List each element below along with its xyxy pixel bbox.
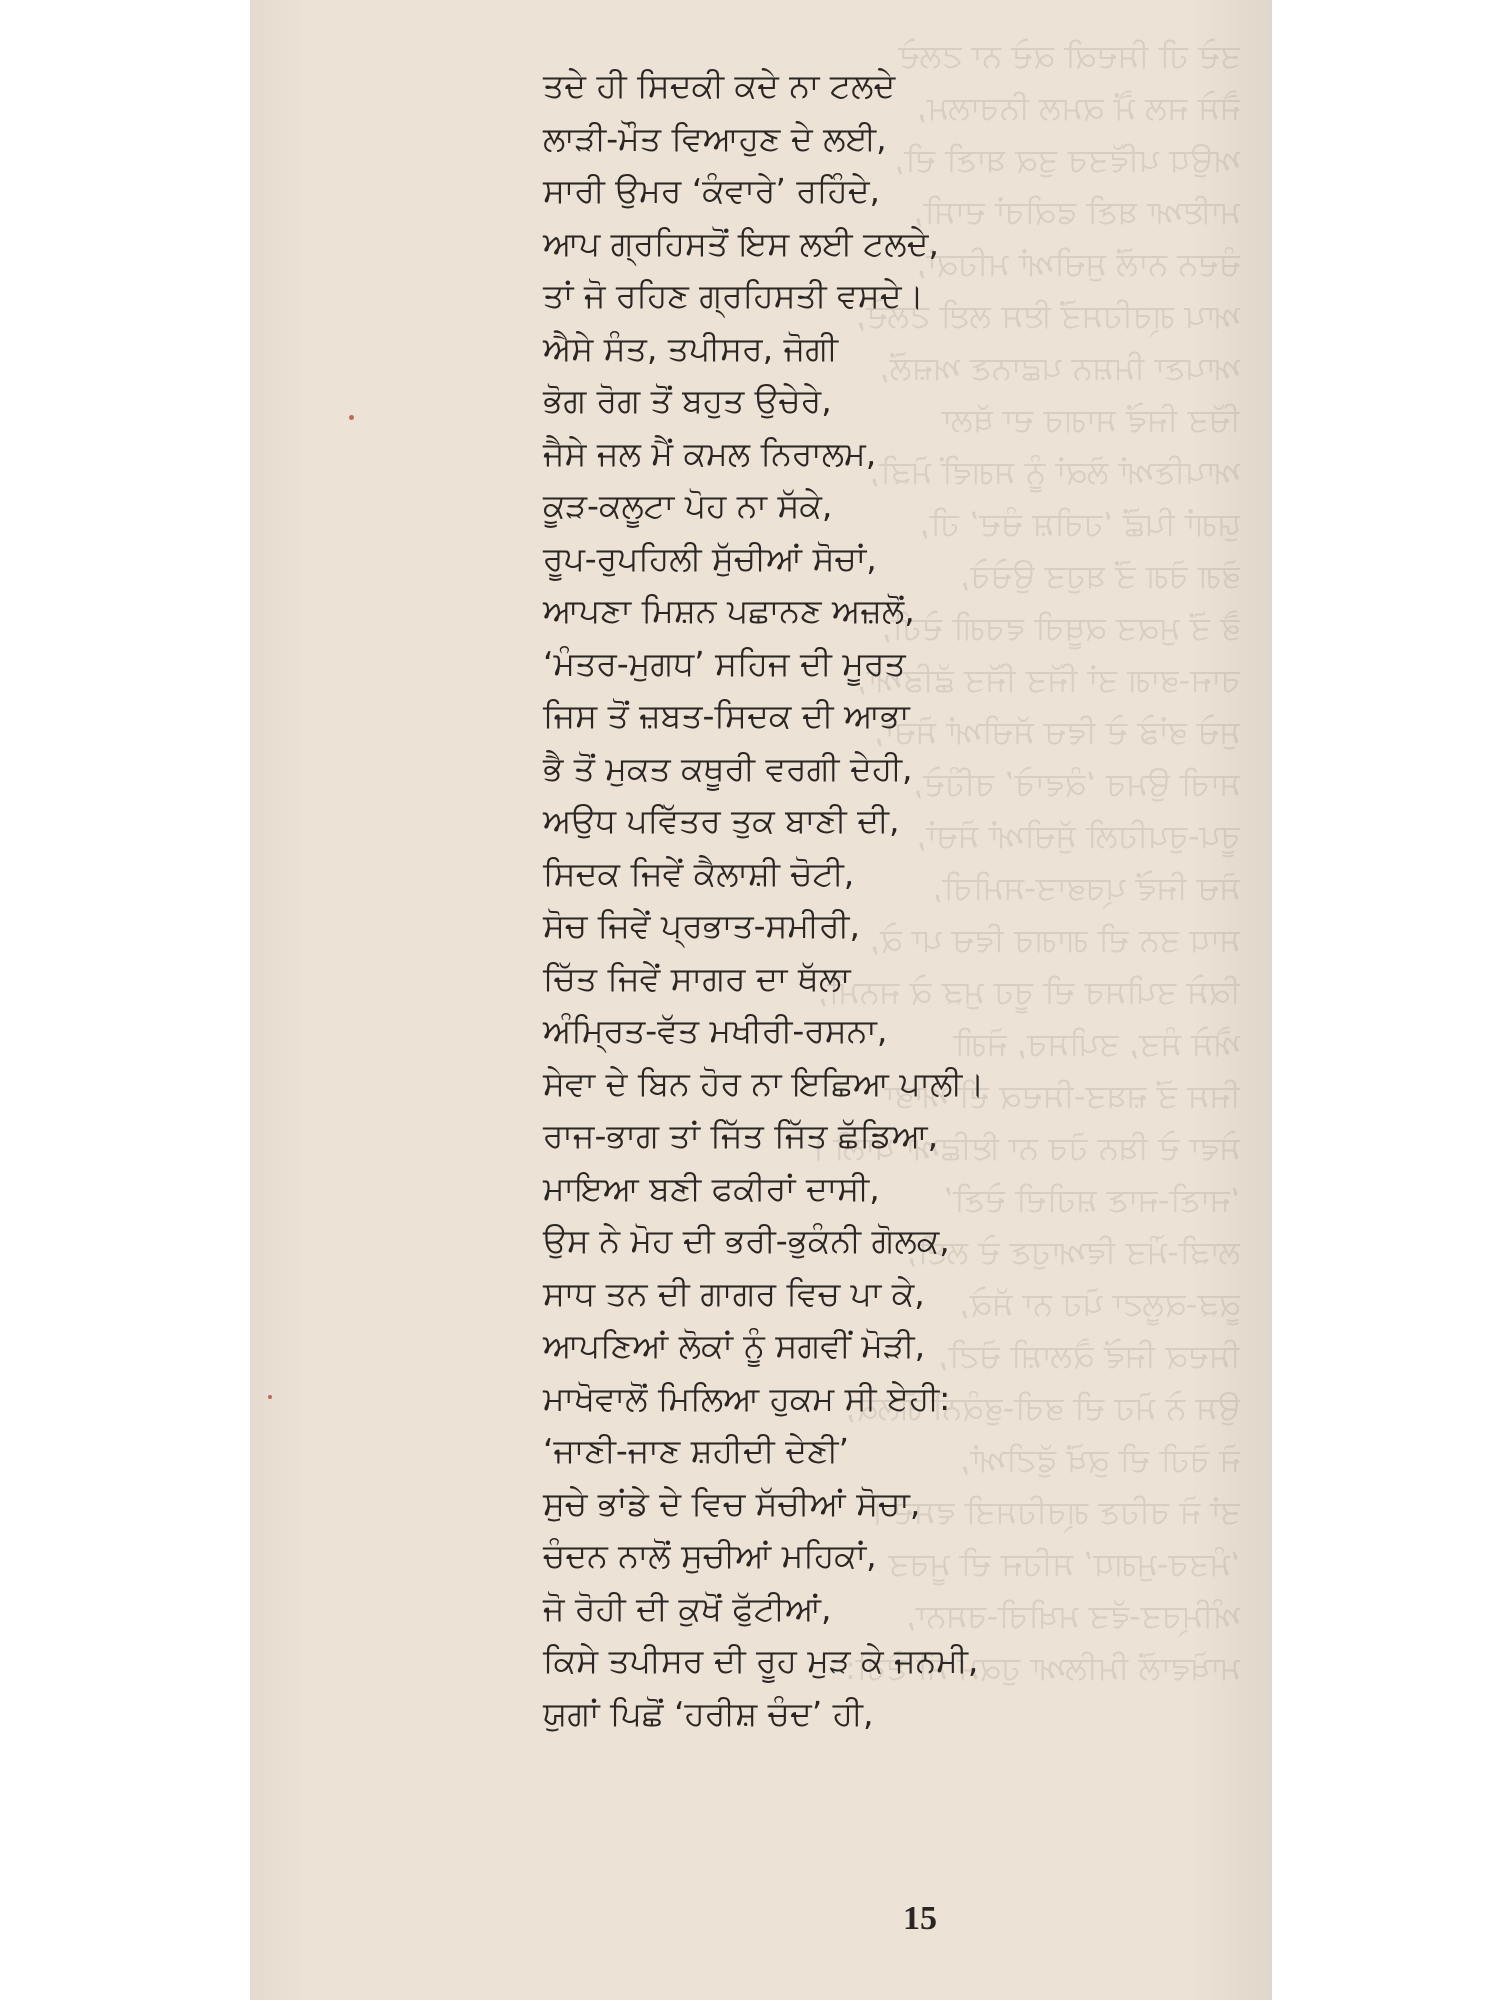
poem-line: ਆਪਣਿਆਂ ਲੋਕਾਂ ਨੂੰ ਸਗਵੀਂ ਮੋੜੀ,: [543, 1326, 926, 1365]
poem-line: ‘ਜਾਣੀ-ਜਾਣ ਸ਼ਹੀਦੀ ਦੇਣੀ’: [543, 1431, 849, 1470]
poem-line: ਜਿਸ ਤੋਂ ਜ਼ਬਤ-ਸਿਦਕ ਦੀ ਆਭਾ: [543, 696, 910, 735]
poem-line: ਭੈ ਤੋਂ ਮੁਕਤ ਕਥੂਰੀ ਵਰਗੀ ਦੇਹੀ,: [543, 748, 913, 788]
poem-line: ਕੂੜ-ਕਲੂਟਾ ਪੋਹ ਨਾ ਸੱਕੇ,: [543, 486, 833, 525]
poem-body: [543, 60, 1263, 1740]
poem-line: ਸੇਵਾ ਦੇ ਬਿਨ ਹੋਰ ਨਾ ਇਛਿਆ ਪਾਲੀ।: [543, 1063, 985, 1103]
poem-line: ਸਾਧ ਤਨ ਦੀ ਗਾਗਰ ਵਿਚ ਪਾ ਕੇ,: [543, 1273, 925, 1313]
poem-line: ਅਉਧ ਪਵਿੱਤਰ ਤੁਕ ਬਾਣੀ ਦੀ,: [543, 801, 900, 840]
poem-line: ਰੂਪ-ਰੁਪਹਿਲੀ ਸੁੱਚੀਆਂ ਸੋਚਾਂ,: [543, 538, 877, 578]
poem-line: ਜੋ ਰੋਹੀ ਦੀ ਕੁਖੋਂ ਫੁੱਟੀਆਂ,: [543, 1588, 832, 1628]
poem-line: ਸੁਚੇ ਭਾਂਡੇ ਦੇ ਵਿਚ ਸੱਚੀਆਂ ਸੋਚਾ,: [543, 1483, 921, 1523]
poem-line: ਆਪਣਾ ਮਿਸ਼ਨ ਪਛਾਨਣ ਅਜ਼ਲੋਂ,: [543, 591, 915, 630]
poem-line: ਭੋਗ ਰੋਗ ਤੋਂ ਬਹੁਤ ਉਚੇਰੇ,: [543, 381, 832, 420]
poem-line: ਚਿੱਤ ਜਿਵੇਂ ਸਾਗਰ ਦਾ ਥੱਲਾ: [543, 958, 851, 998]
poem-line: ਮਾਖੋਵਾਲੋਂ ਮਿਲਿਆ ਹੁਕਮ ਸੀ ਏਹੀ:: [543, 1378, 951, 1418]
book-page: [250, 0, 1272, 2000]
poem-line: ਤਦੇ ਹੀ ਸਿਦਕੀ ਕਦੇ ਨਾ ਟਲਦੇ: [543, 66, 896, 105]
page-number: 15: [903, 1900, 937, 1937]
poem-line: ਕਿਸੇ ਤਪੀਸਰ ਦੀ ਰੂਹ ਮੁੜ ਕੇ ਜਨਮੀ,: [543, 1641, 979, 1680]
poem-line: ਆਪ ਗ੍ਰਹਿਸਤੋਂ ਇਸ ਲਈ ਟਲਦੇ,: [543, 223, 939, 263]
poem-line: ਲਾੜੀ-ਮੌਤ ਵਿਆਹੁਣ ਦੇ ਲਈ,: [543, 118, 887, 158]
poem-line: ਐਸੇ ਸੰਤ, ਤਪੀਸਰ, ਜੋਗੀ: [543, 328, 839, 368]
poem-line: ਜੈਸੇ ਜਲ ਮੈਂ ਕਮਲ ਨਿਰਾਲਮ,: [543, 433, 877, 473]
poem-line: ਤਾਂ ਜੋ ਰਹਿਣ ਗ੍ਰਹਿਸਤੀ ਵਸਦੇ।: [543, 276, 924, 315]
poem-line: ਮਾਇਆ ਬਣੀ ਫਕੀਰਾਂ ਦਾਸੀ,: [543, 1168, 880, 1208]
poem-line: ਸੋਚ ਜਿਵੇਂ ਪ੍ਰਭਾਤ-ਸਮੀਰੀ,: [543, 906, 860, 945]
poem-line: ਸਾਰੀ ਉਮਰ ‘ਕੰਵਾਰੇ’ ਰਹਿੰਦੇ,: [543, 171, 881, 210]
show-through-text: ਤਦੇ ਹੀ ਸਿਦਕੀ ਕਦੇ ਨਾ ਟਲਦੇ ਜੈਸੇ ਜਲ ਮੈਂ ਕਮਲ ਨਿਰਾਲਮ, ਅਉਧ ਪਵਿੱਤਰ ਤੁਕ ਬਾਣੀ ਦੀ, ਮਾਇਆ ਬਣੀ ਫਕੀਰਾਂ ਦਾਸੀ, ਚੰਦਨ ਨਾਲੋਂ ਸੁਚੀਆਂ ਮਹਿਕਾਂ, ਆਪ ਗ੍ਰਹਿਸਤੋਂ ਇਸ ਲਈ ਟਲਦੇ, ਆਪਣਾ ਮਿਸ਼ਨ ਪਛਾਨਣ ਅਜ਼ਲੋਂ, ਚਿੱਤ ਜਿਵੇਂ ਸਾਗਰ ਦਾ ਥੱਲਾ ਆਪਣਿਆਂ ਲੋਕਾਂ ਨੂੰ ਸਗਵੀਂ ਮੋੜੀ, ਯੁਗਾਂ ਪਿਛੋਂ ‘ਹਰੀਸ਼ ਚੰਦ’ ਹੀ, ਭੋਗ ਰੋਗ ਤੋਂ ਬਹੁਤ ਉਚੇਰੇ, ਭੈ ਤੋਂ ਮੁਕਤ ਕਥੂਰੀ ਵਰਗੀ ਦੇਹੀ, ਰਾਜ-ਭਾਗ ਤਾਂ ਜਿੱਤ ਜਿੱਤ ਛੱਡਿਆ, ਸੁਚੇ ਭਾਂਡੇ ਦੇ ਵਿਚ ਸੱਚੀਆਂ ਸੋਚਾ, ਸਾਰੀ ਉਮਰ ‘ਕੰਵਾਰੇ’ ਰਹਿੰਦੇ, ਰੂਪ-ਰੁਪਹਿਲੀ ਸੁੱਚੀਆਂ ਸੋਚਾਂ, ਸੋਚ ਜਿਵੇਂ ਪ੍ਰਭਾਤ-ਸਮੀਰੀ, ਸਾਧ ਤਨ ਦੀ ਗਾਗਰ ਵਿਚ ਪਾ ਕੇ, ਕਿਸੇ ਤਪੀਸਰ ਦੀ ਰੂਹ ਮੁੜ ਕੇ ਜਨਮੀ, ਐਸੇ ਸੰਤ, ਤਪੀਸਰ, ਜੋਗੀ ਜਿਸ ਤੋਂ ਜ਼ਬਤ-ਸਿਦਕ ਦੀ ਆਭਾ ਸੇਵਾ ਦੇ ਬਿਨ ਹੋਰ ਨਾ ਇਛਿਆ ਪਾਲੀ। ‘ਜਾਣੀ-ਜਾਣ ਸ਼ਹੀਦੀ ਦੇਣੀ’ ਲਾੜੀ-ਮੌਤ ਵਿਆਹੁਣ ਦੇ ਲਈ, ਕੂੜ-ਕਲੂਟਾ ਪੋਹ ਨਾ ਸੱਕੇ, ਸਿਦਕ ਜਿਵੇਂ ਕੈਲਾਸ਼ੀ ਚੋਟੀ, ਉਸ ਨੇ ਮੋਹ ਦੀ ਭਰੀ-ਭੁਕੰਨੀ ਗੋਲਕ, ਜੋ ਰੋਹੀ ਦੀ ਕੁਖੋਂ ਫੁੱਟੀਆਂ, ਤਾਂ ਜੋ ਰਹਿਣ ਗ੍ਰਹਿਸਤੀ ਵਸਦੇ। ‘ਮੰਤਰ-ਮੁਗਧ’ ਸਹਿਜ ਦੀ ਮੂਰਤ ਅੰਮ੍ਰਿਤ-ਵੱਤ ਮਖੀਰੀ-ਰਸਨਾ, ਮਾਖੋਵਾਲੋਂ ਮਿਲਿਆ ਹੁਕਮ ਸੀ ਏਹੀ:: [811, 37, 1240, 1687]
poem-line: ਚੰਦਨ ਨਾਲੋਂ ਸੁਚੀਆਂ ਮਹਿਕਾਂ,: [543, 1536, 877, 1575]
poem-line: ਰਾਜ-ਭਾਗ ਤਾਂ ਜਿੱਤ ਜਿੱਤ ਛੱਡਿਆ,: [543, 1116, 939, 1155]
poem-line: ਅੰਮ੍ਰਿਤ-ਵੱਤ ਮਖੀਰੀ-ਰਸਨਾ,: [543, 1011, 888, 1050]
paper-speck: [268, 1395, 272, 1399]
poem-line: ਸਿਦਕ ਜਿਵੇਂ ਕੈਲਾਸ਼ੀ ਚੋਟੀ,: [543, 853, 855, 893]
poem-line: ਯੁਗਾਂ ਪਿਛੋਂ ‘ਹਰੀਸ਼ ਚੰਦ’ ਹੀ,: [543, 1693, 874, 1733]
poem-line: ਉਸ ਨੇ ਮੋਹ ਦੀ ਭਰੀ-ਭੁਕੰਨੀ ਗੋਲਕ,: [543, 1221, 950, 1260]
poem-line: ‘ਮੰਤਰ-ਮੁਗਧ’ ਸਹਿਜ ਦੀ ਮੂਰਤ: [543, 643, 906, 683]
paper-speck: [349, 415, 354, 420]
